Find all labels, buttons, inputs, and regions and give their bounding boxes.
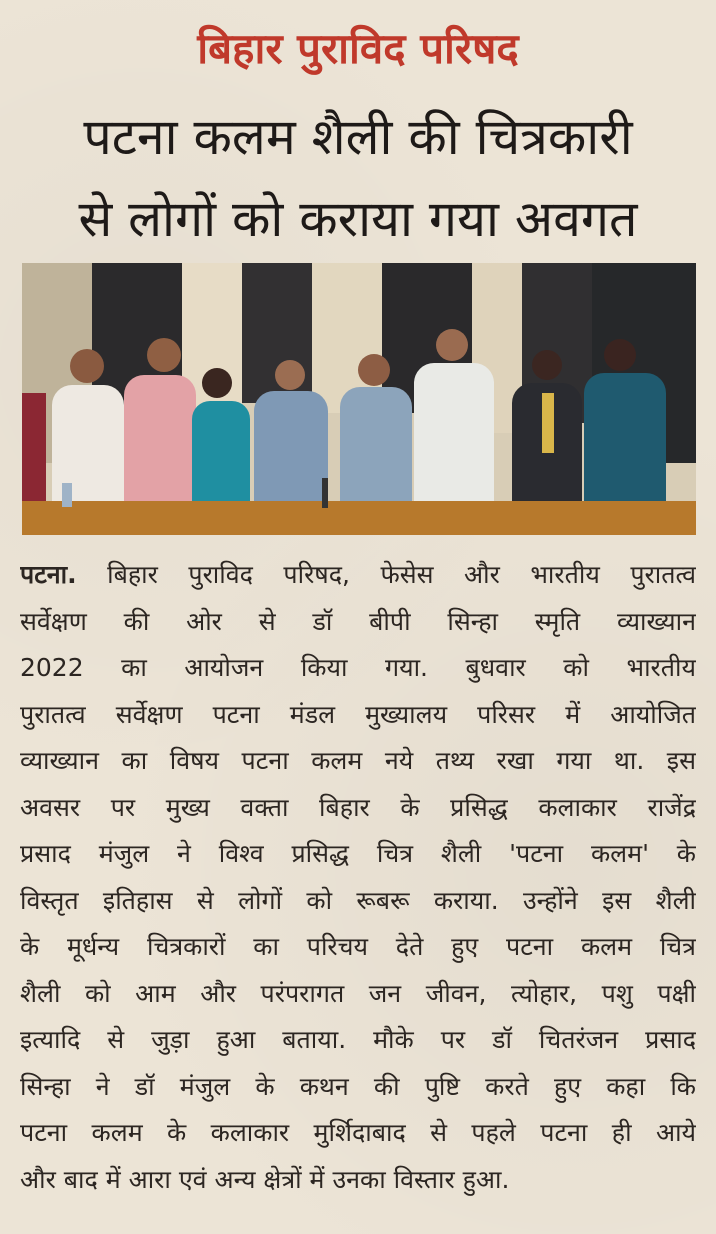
article-line: प्रसाद मंजुल ने विश्व प्रसिद्ध चित्र शैली 'पटना कलम' के [20,839,696,868]
article-line: पटना कलम के कलाकार मुर्शिदाबाद से पहले पटना ही आये [20,1118,696,1147]
article-line: के मूर्धन्य चित्रकारों का परिचय देते हुए पटना कलम चित्र [20,932,696,961]
group-photo-illustration [22,263,696,535]
article-line: इत्यादि से जुड़ा हुआ बताया. मौके पर डॉ चितरंजन प्रसाद [20,1025,696,1054]
article-line: और बाद में आरा एवं अन्य क्षेत्रों में उनका विस्तार हुआ. [20,1164,510,1194]
article-line: 2022 का आयोजन किया गया. बुधवार को भारतीय [20,653,696,682]
article-line: व्याख्यान का विषय पटना कलम नये तथ्य रखा गया था. इस [20,746,696,775]
article-line: पुरातत्व सर्वेक्षण पटना मंडल मुख्यालय परिसर में आयोजित [20,699,696,729]
article-line: सिन्हा ने डॉ मंजुल के कथन की पुष्टि करते हुए कहा कि [20,1071,696,1101]
article-line: पटना. बिहार पुराविद परिषद, फेसेस और भारतीय पुरातत्व [20,560,696,589]
article-line: अवसर पर मुख्य वक्ता बिहार के प्रसिद्ध कलाकार राजेंद्र [20,792,696,822]
news-photo [22,263,696,535]
article-line: विस्तृत इतिहास से लोगों को रूबरू कराया. उन्होंने इस शैली [20,885,696,915]
headline-line-1: पटना कलम शैली की चित्रकारी [83,108,633,166]
article-body [20,552,696,1203]
article-line: सर्वेक्षण की ओर से डॉ बीपी सिन्हा स्मृति व्याख्यान [20,606,696,636]
article-line: शैली को आम और परंपरागत जन जीवन, त्योहार, पशु पक्षी [20,978,696,1008]
dateline: पटना. [20,560,77,589]
headline-line-2: से लोगों को कराया गया अवगत [78,190,638,248]
kicker-title: बिहार पुराविद परिषद [197,24,519,73]
